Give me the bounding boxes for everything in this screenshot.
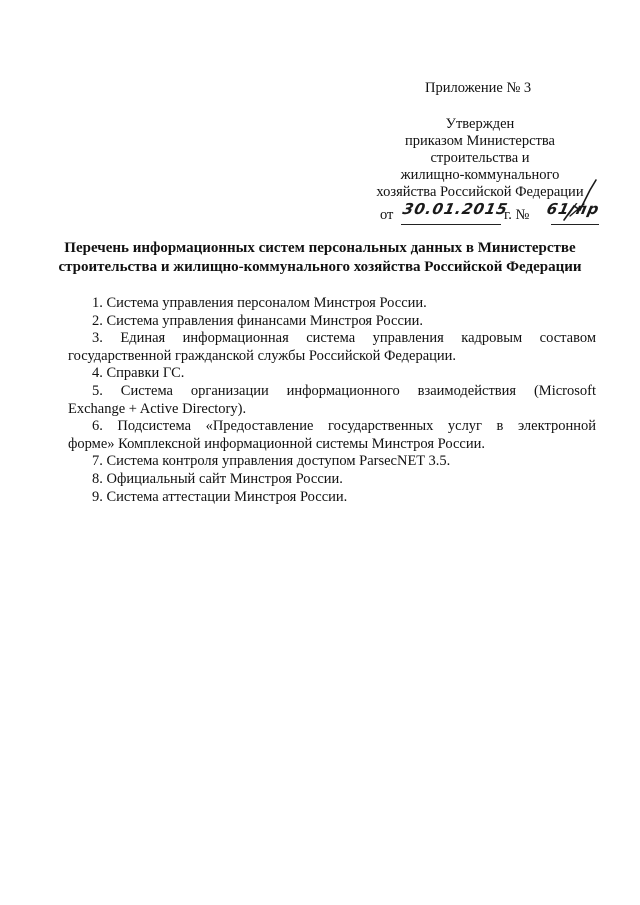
list-item (68, 330, 596, 365)
handwritten-number: 61/пр (545, 200, 602, 218)
title-line: Перечень информационных систем персональных данных в Министерстве (64, 240, 576, 256)
list-item (68, 313, 596, 331)
date-prefix: от (380, 207, 394, 223)
list-item-text: 6. Подсистема «Предоставление государственных услуг в электронной (92, 418, 596, 435)
list-item-continuation: государственной гражданской службы Российской Федерации. (68, 347, 457, 364)
signature-mark (560, 176, 600, 226)
list-item-text: 3. Единая информационная система управления кадровым составом (92, 330, 596, 347)
list-item-text: 1. Система управления персоналом Минстроя России. (92, 295, 427, 311)
appendix-label: Приложение № 3 (425, 80, 532, 96)
list-item (68, 295, 596, 313)
list-item-text: 9. Система аттестации Минстроя России. (92, 488, 348, 505)
list-item (68, 489, 596, 507)
approval-line: жилищно-коммунального (400, 167, 560, 183)
list-item (68, 453, 596, 471)
approval-line: строительства и (430, 150, 530, 166)
list-item-text: 7. Система контроля управления доступом ParsecNET 3.5. (92, 453, 451, 470)
list-item (68, 383, 596, 418)
handwritten-date: 30.01.2015 (401, 200, 510, 218)
list-item-text: 5. Система организации информационного взаимодействия (Microsoft (92, 382, 596, 399)
list-item-text: 8. Официальный сайт Минстроя России. (92, 470, 343, 487)
approval-line: приказом Министерства (405, 133, 555, 149)
document-title (40, 239, 600, 277)
list-item-continuation: форме» Комплексной информационной системы Минстроя России. (68, 435, 485, 452)
list-item (68, 471, 596, 489)
systems-list (68, 295, 596, 506)
list-item (68, 418, 596, 453)
approval-line: хозяйства Российской Федерации (376, 184, 584, 200)
title-line: строительства и жилищно-коммунального хозяйства Российской Федерации (58, 259, 582, 275)
approval-line: Утвержден (445, 116, 515, 132)
list-item-text: 2. Система управления финансами Минстроя России. (92, 312, 424, 329)
list-item-continuation: Exchange + Active Directory). (68, 400, 247, 417)
list-item-text: 4. Справки ГС. (92, 365, 185, 382)
number-prefix: г. № (504, 207, 530, 223)
list-item (68, 365, 596, 383)
